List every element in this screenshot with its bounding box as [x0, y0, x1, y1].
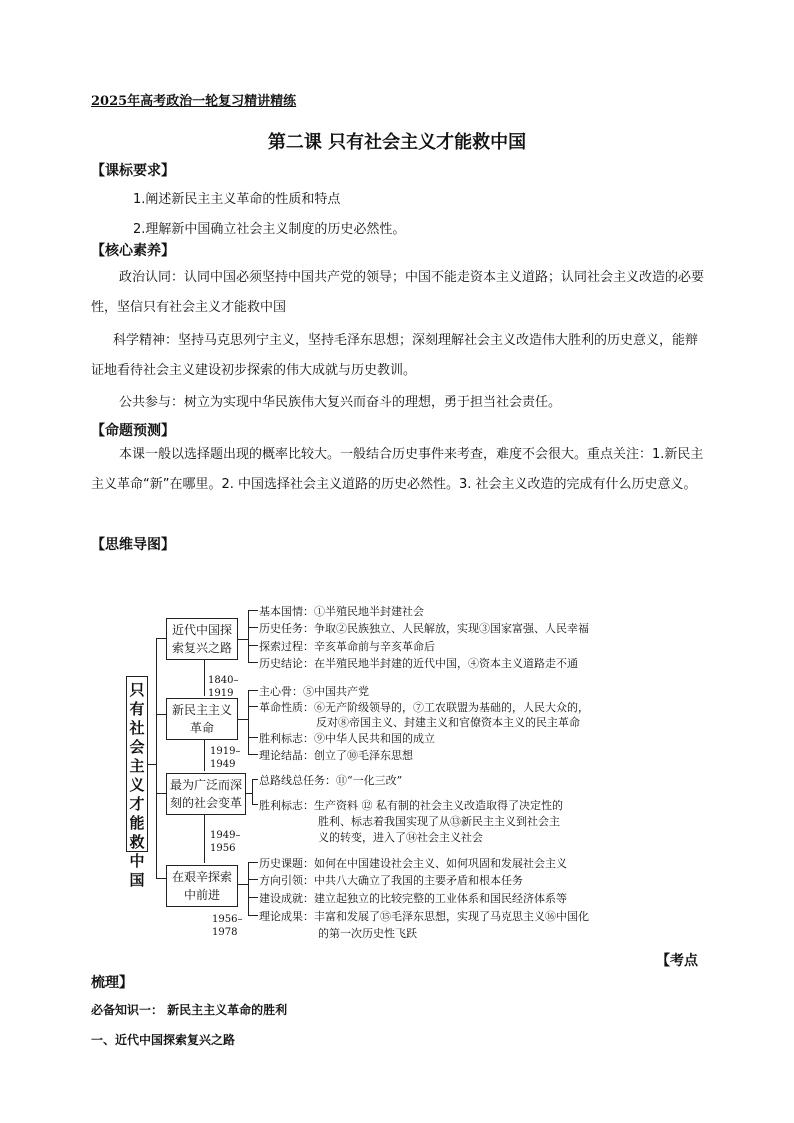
mindmap-root: 只有社会主义才能救中国: [126, 676, 148, 852]
kebiao-item-1: 1.阐述新民主主义革命的性质和特点: [133, 192, 341, 207]
header-line: 2025年高考政治一轮复习精讲精练: [91, 94, 297, 109]
mindmap-node-1: 近代中国探索复兴之路: [166, 618, 238, 660]
section-mingti: 【命题预测】: [91, 423, 175, 439]
b2-row-4: 胜利标志：⑨中华人民共和国的成立: [259, 732, 435, 745]
b4-row-3: 建设成就：建立起独立的比较完整的工业体系和国民经济体系等: [259, 892, 567, 905]
b1-row-3: 探索过程：辛亥革命前与辛亥革命后: [259, 640, 435, 653]
mindmap-node-3: 最为广泛而深刻的社会变革: [166, 773, 246, 815]
mindmap-node-2: 新民主主义革命: [166, 698, 238, 740]
year-range-4: 1956–1978: [212, 914, 243, 938]
b3-row-3: 胜利、标志着我国实现了从⑬新民主主义到社会主: [318, 815, 560, 828]
b2-row-2: 革命性质：⑥无产阶级领导的，⑦工农联盟为基础的，人民大众的，: [259, 701, 589, 714]
bibei-heading: 必备知识一： 新民主主义革命的胜利: [91, 1003, 288, 1017]
hexin-para-3: 公共参与：树立为实现中华民族伟大复兴而奋斗的理想，勇于担当社会责任。: [119, 395, 562, 410]
b2-row-3: 反对⑧帝国主义、封建主义和官僚资本主义的民主革命: [316, 716, 580, 729]
b1-row-2: 历史任务：争取②民族独立、人民解放，实现③国家富强、人民幸福: [259, 622, 589, 635]
b4-row-1: 历史课题：如何在中国建设社会主义、如何巩固和发展社会主义: [259, 857, 567, 870]
b2-row-1: 主心骨：⑤中国共产党: [259, 685, 369, 698]
section-kaodian-b: 梳理】: [91, 975, 133, 991]
b3-row-1: 总路线总任务：⑪“一化三改”: [259, 774, 403, 787]
section-siwei: 【思维导图】: [91, 537, 175, 553]
section-kebiao: 【课标要求】: [91, 163, 175, 179]
year-range-2: 1919–1949: [210, 746, 241, 770]
b3-row-2: 胜利标志：生产资料 ⑫ 私有制的社会主义改造取得了决定性的: [259, 799, 563, 812]
section-hexin: 【核心素养】: [91, 243, 175, 259]
hexin-para-2: 科学精神：坚持马克思列宁主义，坚持毛泽东思想；深刻理解社会主义改造伟大胜利的历史意义，能辩证地看待社会主义建设初步探索的伟大成就与历史教训。: [91, 333, 699, 378]
year-range-3: 1949–1956: [210, 830, 241, 854]
b1-row-4: 历史结论：在半殖民地半封建的近代中国，④资本主义道路走不通: [259, 657, 578, 670]
year-range-1: 1840–1919: [208, 675, 239, 699]
section-kaodian-a: 【考点: [656, 953, 698, 969]
sub-heading: 一、近代中国探索复兴之路: [91, 1033, 236, 1047]
b3-row-4: 义的转变，进入了⑭社会主义社会: [318, 831, 483, 844]
mingti-para: 本课一般以选择题出现的概率比较大。一般结合历史事件来考查，难度不会很大。重点关注：1.新民主主义革命“新”在哪里。2. 中国选择社会主义道路的历史必然性。3. 社会主义改造的完成有什么历史意义。: [91, 447, 704, 492]
kebiao-item-2: 2.理解新中国确立社会主义制度的历史必然性。: [133, 222, 406, 237]
page-title: 第二课 只有社会主义才能救中国: [267, 132, 527, 153]
hexin-para-1: 政治认同：认同中国必须坚持中国共产党的领导；中国不能走资本主义道路；认同社会主义改造的必要性，坚信只有社会主义才能救中国: [91, 270, 705, 315]
b4-row-4: 理论成果：丰富和发展了⑮毛泽东思想，实现了马克思主义⑯中国化: [259, 910, 589, 923]
b4-row-2: 方向引领：中共八大确立了我国的主要矛盾和根本任务: [259, 874, 523, 887]
mindmap-node-4: 在艰辛探索中前进: [166, 865, 238, 907]
b4-row-5: 的第一次历史性飞跃: [318, 927, 417, 940]
b2-row-5: 理论结晶：创立了⑩毛泽东思想: [259, 749, 413, 762]
b1-row-1: 基本国情：①半殖民地半封建社会: [259, 605, 424, 618]
